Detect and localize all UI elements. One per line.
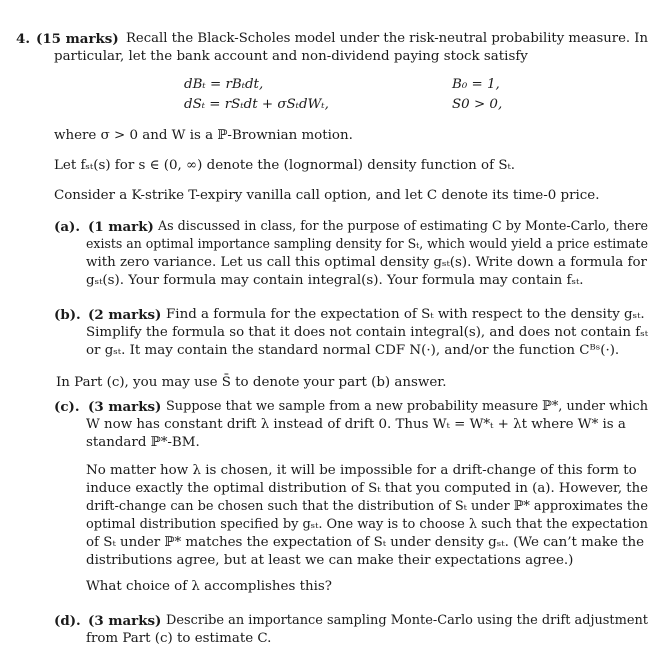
part-d-marks: (3 marks) — [88, 613, 162, 629]
part-b-line-1: Find a formula for the expectation of Sₜ with respect to the density gₛₜ. — [166, 307, 645, 322]
part-c-line-1: Suppose that we sample from a new probability measure ℙ*, under which — [166, 399, 649, 414]
part-a-line-2: exists an optimal importance sampling density for Sₜ, which would yield a price estimate — [86, 237, 648, 252]
part-a-marks: (1 mark) — [88, 219, 154, 235]
initial-stock: S0 > 0, — [452, 97, 503, 112]
density-line: Let fₛₜ(s) for s ∈ (0, ∞) denote the (lognormal) density function of Sₜ. — [54, 158, 516, 173]
part-c-p2-line-1: No matter how λ is chosen, it will be impossible for a drift-change of this form to — [86, 463, 637, 478]
part-c-marks: (3 marks) — [88, 399, 162, 415]
part-a-line-3: with zero variance. Let us call this optimal density gₛₜ(s). Write down a formula for — [86, 255, 647, 270]
part-c-question: What choice of λ accomplishes this? — [86, 579, 332, 594]
part-a-line-4: gₛₜ(s). Your formula may contain integral(s). Your formula may contain fₛₜ. — [86, 273, 584, 288]
part-c-line-2: W now has constant drift λ instead of drift 0. Thus Wₜ = W*ₜ + λt where W* is a — [86, 417, 626, 432]
part-a-line-1: As discussed in class, for the purpose of estimating C by Monte-Carlo, there — [158, 219, 649, 234]
equation-bank-account: dBₜ = rBₜdt, — [184, 77, 264, 92]
part-c-line-3: standard ℙ*-BM. — [86, 435, 200, 450]
part-b-line-2: Simplify the formula so that it does not contain integral(s), and does not contain fₛₜ — [86, 325, 649, 340]
equation-stock: dSₜ = rSₜdt + σSₜdWₜ, — [184, 97, 329, 112]
part-c-p2-line-3: drift-change can be chosen such that the distribution of Sₜ under ℙ* approximates the — [86, 499, 648, 514]
part-c-p2-line-5: of Sₜ under ℙ* matches the expectation of Sₜ under density gₛₜ. (We can’t make the — [86, 535, 645, 550]
part-c-note: In Part (c), you may use S̄ to denote your part (b) answer. — [56, 375, 447, 390]
part-c-label: (c). — [54, 399, 80, 415]
part-b-line-3: or gₛₜ. It may contain the standard normal CDF N(·), and/or the function Cᴮˢ(·). — [86, 343, 620, 358]
intro-line-2: particular, let the bank account and non-dividend paying stock satisfy — [54, 49, 528, 64]
part-a-label: (a). — [54, 219, 81, 235]
intro-line-1: Recall the Black-Scholes model under the risk-neutral probability measure. In — [126, 31, 648, 46]
part-c-p2-line-6: distributions agree, but at least we can make their expectations agree.) — [86, 553, 574, 568]
part-d-line-2: from Part (c) to estimate C. — [86, 631, 272, 646]
question-marks: (15 marks) — [36, 31, 119, 47]
part-c-p2-line-4: optimal distribution specified by gₛₜ. One way is to choose λ such that the expectation — [86, 517, 649, 532]
consider-line: Consider a K-strike T-expiry vanilla call option, and let C denote its time-0 price. — [54, 188, 600, 203]
part-d-label: (d). — [54, 613, 81, 629]
part-b-label: (b). — [54, 307, 81, 323]
part-c-p2-line-2: induce exactly the optimal distribution of Sₜ that you computed in (a). However, the — [86, 481, 649, 496]
initial-bank-account: B₀ = 1, — [452, 77, 500, 92]
where-line: where σ > 0 and W is a ℙ-Brownian motion. — [54, 128, 353, 143]
part-d-line-1: Describe an importance sampling Monte-Carlo using the drift adjustment — [166, 613, 649, 628]
question-number: 4. — [16, 31, 30, 47]
part-b-marks: (2 marks) — [88, 307, 162, 323]
